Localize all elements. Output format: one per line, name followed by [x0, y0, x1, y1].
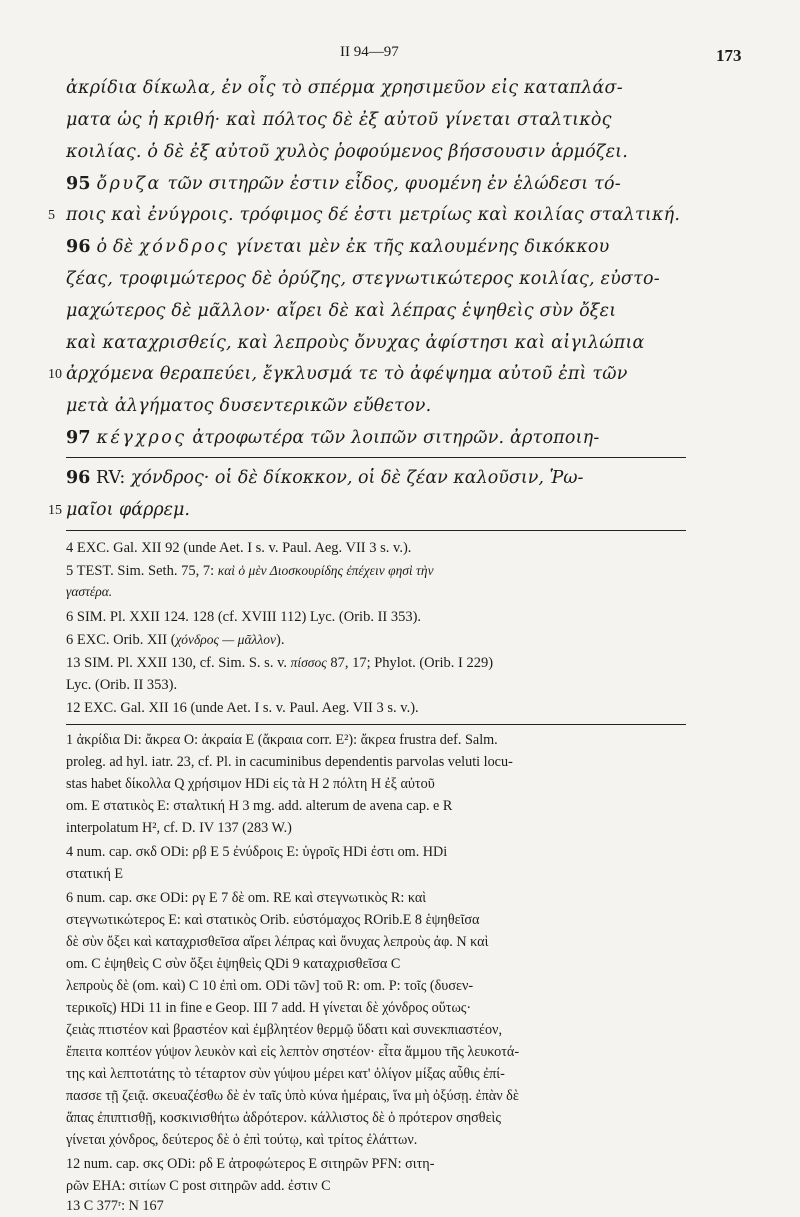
page-header: [0, 36, 800, 66]
divider: [66, 457, 686, 458]
testimonia-line: Lyc. (Orib. II 353).: [66, 677, 178, 693]
text-line: καὶ καταχρισθείς, καὶ λεπροὺς ὄνυχας ἀφίστησι καὶ αἰγιλώπια: [66, 333, 645, 353]
text-line: ζέας, τροφιμώτερος δὲ ὀρύζης, στεγνωτικώτερος κοιλίας, εὐστο-: [66, 269, 660, 289]
text-line: ματα ὡς ἡ κριθή· καὶ πόλτος δὲ ἐξ αὐτοῦ γίνεται σταλτικὸς: [66, 110, 612, 130]
lemma: κέγχρος: [96, 428, 187, 448]
text-line: ἀρχόμενα θεραπεύει, ἔγκλυσμά τε τὸ ἀφέψημα αὐτοῦ ἐπὶ τῶν: [66, 364, 628, 384]
apparatus-line: 13 C 377ʳ: N 167: [66, 1198, 164, 1214]
divider: [66, 530, 686, 531]
text-line: ποις καὶ ἐνύγροις. τρόφιμος δέ ἐστι μετρίως καὶ κοιλίας σταλτική.: [66, 205, 681, 225]
text-line: ἀκρίδια δίκωλα, ἐν οἷς τὸ σπέρμα χρησιμεῦον εἰς καταπλάσ-: [66, 78, 623, 98]
apparatus-line: 4 num. cap. σκδ ODi: ρβ E 5 ἐνύδροις E: ὑγροῖς HDi ἐστι om. HDi: [66, 844, 448, 860]
testimonia-line: 4 EXC. Gal. XII 92 (unde Aet. I s. v. Paul. Aeg. VII 3 s. v.).: [66, 540, 412, 556]
apparatus-line: proleg. ad hyl. iatr. 23, cf. Pl. in cacuminibus dependentis parvolas veluti locu-: [66, 754, 513, 770]
apparatus-line: stas habet δίκολλα Q χρήσιμον HDi εἰς τὰ H 2 πόλτη H ἐξ αὐτοῦ: [66, 776, 435, 792]
text-line: 95 ὄρυζα τῶν σιτηρῶν ἐστιν εἶδος, φυομένη ἐν ἑλώδεσι τό-: [66, 174, 621, 194]
chapter-number: 96: [66, 237, 91, 257]
apparatus-line: γίνεται χόνδρος, δεύτερος δὲ ὁ ἐπὶ τούτῳ, καὶ τρίτος ἐλάττων.: [66, 1132, 418, 1148]
testimonia-line: 6 EXC. Orib. XII (χόνδρος — μᾶλλον).: [66, 632, 285, 648]
lemma: χόνδρος: [139, 237, 230, 257]
testimonia-line: 6 SIM. Pl. XXII 124. 128 (cf. XVIII 112) Lyc. (Orib. II 353).: [66, 609, 422, 625]
apparatus-line: interpolatum H², cf. D. IV 137 (283 W.): [66, 820, 292, 836]
text-line: μετὰ ἀλγήματος δυσεντερικῶν εὔθετον.: [66, 396, 432, 416]
apparatus-line: ἔπειτα κοπτέον γύψον λευκὸν καὶ εἰς λεπτὸν σηστέον· εἶτα ἄμμου τῆς λευκοτά-: [66, 1044, 520, 1060]
divider: [66, 724, 686, 725]
testimonia-line: 13 SIM. Pl. XXII 130, cf. Sim. S. s. v. πίσσος 87, 17; Phylot. (Orib. I 229): [66, 655, 494, 671]
apparatus-line: ρῶν EHA: σιτίων C post σιτηρῶν add. ἐστιν C: [66, 1178, 331, 1194]
apparatus-line: της καὶ λεπτοτάτης τὸ τέταρτον σὺν γύψου μέρει κατ' ὀλίγον μίξας αὖθις ἐπί-: [66, 1066, 505, 1082]
apparatus-line: ἅπας ἐπιπτισθῇ, κοσκινισθήτω ἁδρότερον. κάλλιστος δὲ ὁ πρότερον σησθεὶς: [66, 1110, 501, 1126]
apparatus-line: 12 num. cap. σκϛ ODi: ρδ E ἀτροφώτερος E σιτηρῶν PFN: σιτη-: [66, 1156, 435, 1172]
text-line: μαῖοι φάρρεμ.: [66, 500, 190, 520]
apparatus-line: λεπροὺς δὲ (om. καὶ) C 10 ἐπὶ om. ODi τῶν] τοῦ R: om. P: τοῖς (δυσεν-: [66, 978, 474, 994]
lemma: ὄρυζα: [96, 174, 162, 194]
apparatus-line: στατική E: [66, 866, 124, 882]
line-number: 5: [48, 208, 55, 223]
chapter-number: 96: [66, 468, 91, 488]
chapter-number: 95: [66, 174, 91, 194]
page-number: 173: [716, 46, 742, 65]
running-head: II 94—97: [340, 44, 399, 60]
apparatus-line: 6 num. cap. σκε ODi: ργ E 7 δὲ om. RE καὶ στεγνωτικὸς R: καὶ: [66, 890, 427, 906]
chapter-number: 97: [66, 428, 91, 448]
apparatus-line: στεγνωτικώτερος E: καὶ στατικὸς Orib. εὐστόμαχος ROrib.E 8 ἑψηθεῖσα: [66, 912, 480, 928]
text-line: 96 ὁ δὲ χόνδρος γίνεται μὲν ἐκ τῆς καλουμένης δικόκκου: [66, 237, 610, 257]
apparatus-line: om. E στατικὸς E: σταλτική H 3 mg. add. alterum de avena cap. e R: [66, 798, 453, 814]
text-line: μαχώτερος δὲ μᾶλλον· αἴρει δὲ καὶ λέπρας ἑψηθεὶς σὺν ὄξει: [66, 301, 617, 321]
testimonia-line: 12 EXC. Gal. XII 16 (unde Aet. I s. v. Paul. Aeg. VII 3 s. v.).: [66, 700, 419, 716]
apparatus-line: δὲ σὺν ὄξει καὶ καταχρισθεῖσα αἴρει λέπρας καὶ ὄνυχας λεπροὺς ἀφ. N καὶ: [66, 934, 489, 950]
apparatus-line: τερικοῖς) HDi 11 in fine e Geop. III 7 add. H γίνεται δὲ χόνδρος οὕτως·: [66, 1000, 472, 1016]
testimonia-line: γαστέρα.: [66, 584, 113, 599]
text-line: κοιλίας. ὁ δὲ ἐξ αὐτοῦ χυλὸς ῥοφούμενος βήσσουσιν ἁρμόζει.: [66, 142, 629, 162]
apparatus-line: om. C ἑψηθεὶς C σὺν ὄξει ἑψηθεὶς QDi 9 καταχρισθεῖσα C: [66, 956, 401, 972]
line-number: 10: [48, 367, 62, 382]
apparatus-line: πασσε τῇ ζειᾷ. σκευαζέσθω δὲ ἐν ταῖς ὑπὸ κύνα ἡμέραις, ἵνα μὴ ὀξύσῃ. ἐπὰν δὲ: [66, 1088, 519, 1104]
apparatus-line: ζειὰς πτιστέον καὶ βραστέον καὶ ἐμβλητέον θερμῷ ὕδατι καὶ συνεκπιαστέον,: [66, 1022, 503, 1038]
text-line: 96 RV: χόνδρος· οἱ δὲ δίκοκκον, οἱ δὲ ζέαν καλοῦσιν, Ῥω-: [66, 468, 584, 488]
testimonia-line: 5 TEST. Sim. Seth. 75, 7: καὶ ὁ μὲν Διοσκουρίδης ἐπέχειν φησὶ τὴν: [66, 563, 434, 579]
line-number: 15: [48, 503, 62, 518]
text-line: 97 κέγχρος ἀτροφωτέρα τῶν λοιπῶν σιτηρῶν. ἀρτοποιη-: [66, 428, 600, 448]
apparatus-line: 1 ἀκρίδια Di: ἄκρεα O: ἀκραία E (ἄκραια corr. E²): ἄκρεα frustra def. Salm.: [66, 732, 498, 748]
